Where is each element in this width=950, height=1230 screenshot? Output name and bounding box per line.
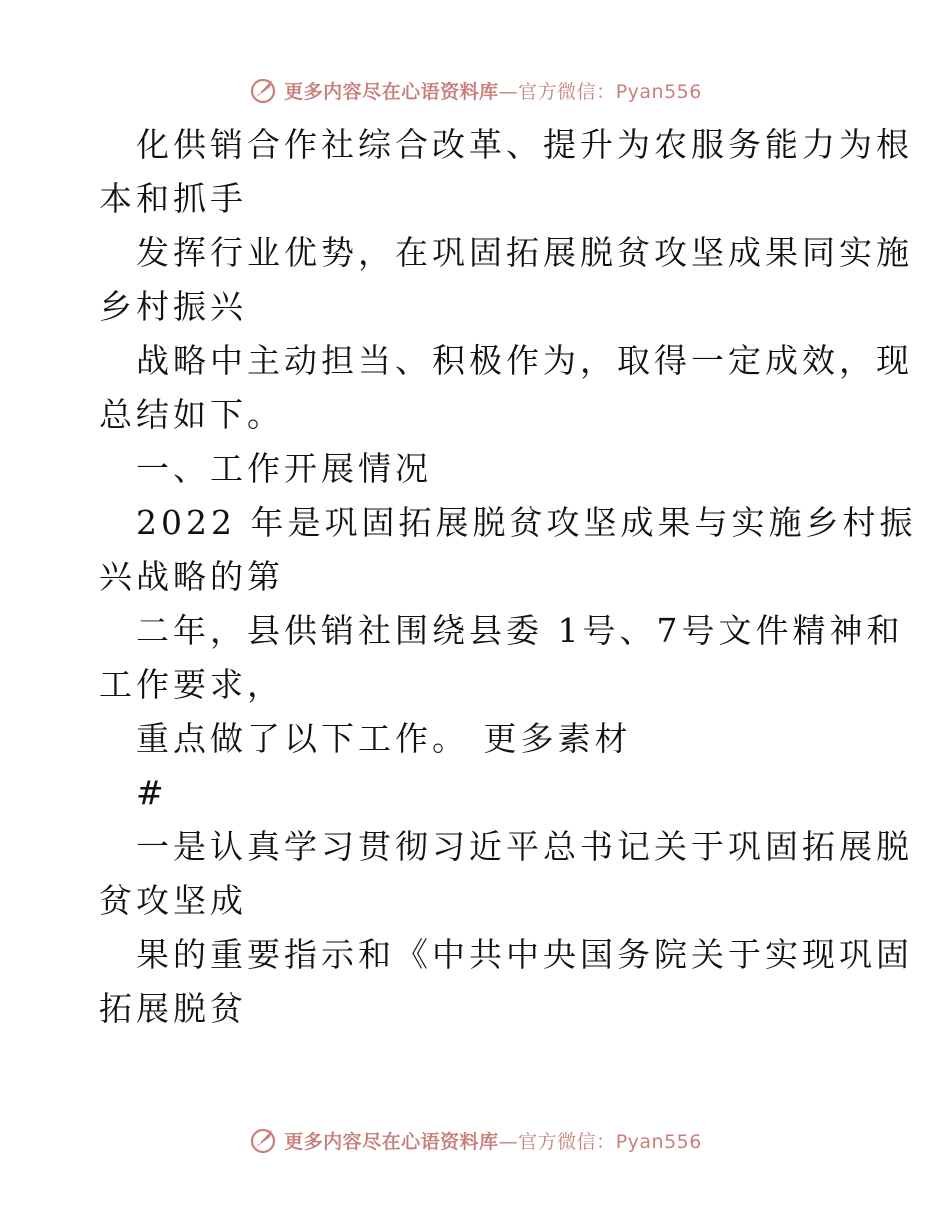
watermark-text (284, 77, 702, 104)
watermark-brand: 更多内容尽在心语资料库 (284, 1130, 499, 1153)
text-line: 二年，县供销社围绕县委 1号、7号文件精神和 (136, 611, 904, 650)
text-line: 发挥行业优势，在巩固拓展脱贫攻坚成果同实施 (136, 233, 913, 272)
text-line: 乡村振兴 (99, 287, 247, 326)
text-line: 贫攻坚成 (99, 881, 247, 920)
watermark-separator: — (498, 1130, 519, 1153)
footer-watermark (0, 1120, 950, 1160)
header-watermark (0, 70, 950, 110)
text-line: 本和抓手 (99, 179, 247, 218)
text-line: 兴战略的第 (99, 557, 284, 596)
text-line: 果的重要指示和《中共中央国务院关于实现巩固 (136, 935, 913, 974)
section-heading: 一、工作开展情况 (136, 449, 432, 488)
watermark-account: Pyan556 (615, 80, 702, 103)
text-line: 工作要求， (99, 665, 284, 704)
text-line: 2022 年是巩固拓展脱贫攻坚成果与实施乡村振 (136, 503, 917, 542)
watermark-separator: — (498, 80, 519, 103)
text-line: 总结如下。 (99, 395, 284, 434)
watermark-text (284, 1127, 702, 1154)
document-body (99, 118, 917, 1036)
watermark-brand: 更多内容尽在心语资料库 (284, 80, 499, 103)
feather-seal-icon (248, 75, 278, 105)
watermark-official: 官方微信： (518, 1130, 616, 1153)
feather-seal-icon (248, 1125, 278, 1155)
text-line: # (136, 773, 168, 812)
watermark-account: Pyan556 (615, 1130, 702, 1153)
text-line: 一是认真学习贯彻习近平总书记关于巩固拓展脱 (136, 827, 913, 866)
watermark-official: 官方微信： (518, 80, 616, 103)
text-line: 化供销合作社综合改革、提升为农服务能力为根 (136, 125, 913, 164)
text-line: 战略中主动担当、积极作为，取得一定成效，现 (136, 341, 913, 380)
text-line: 拓展脱贫 (99, 989, 247, 1028)
text-line: 重点做了以下工作。 更多素材 (136, 719, 632, 758)
